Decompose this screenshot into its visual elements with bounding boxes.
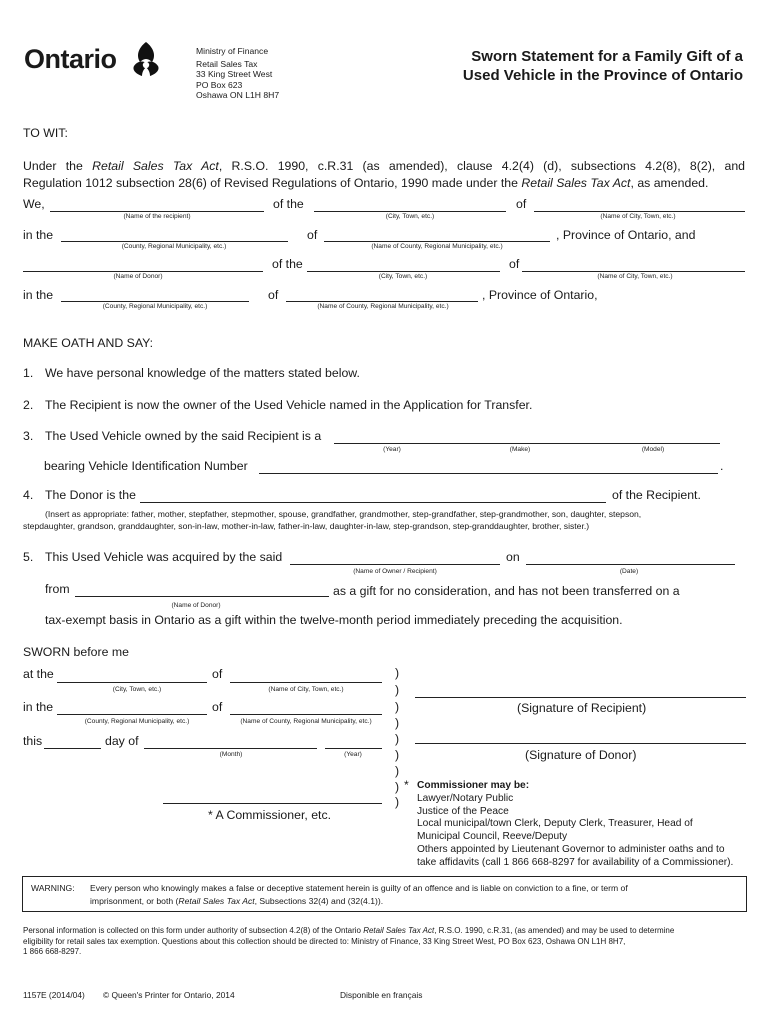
commissioner-item: Local municipal/town Clerk, Deputy Clerk, Treasurer, Head of [417,818,693,830]
address-line: 33 King Street West [196,69,273,79]
commissioner-signature-field[interactable] [163,803,382,804]
of-label: of [212,700,223,714]
item-number: 1. [23,366,34,380]
in-the-label: in the [23,228,54,242]
oath-heading: MAKE OATH AND SAY: [23,336,154,350]
donor-city-name-field[interactable] [522,271,745,272]
copyright: © Queen's Printer for Ontario, 2014 [103,990,235,1000]
field-label: (Name of Donor) [113,273,163,280]
in-the-label: in the [23,288,54,302]
relationship-hint-2: stepdaughter, grandson, granddaughter, son-in-law, mother-in-law, father-in-law, daughter-in-law, step-grandson, step-granddaughter, brother, sister.) [23,521,590,531]
of-label: of [509,257,520,271]
field-label: (Month) [219,751,243,758]
field-label: (Name of City, Town, etc.) [600,213,676,220]
field-label: (Name of Donor) [171,602,221,609]
in-the-label: in the [23,700,54,714]
statement-2: The Recipient is now the owner of the Used Vehicle named in the Application for Transfer. [45,398,533,412]
intro-text: , R.S.O. 1990, c.R.31 (as amended), clause 4.2(4) (d), subsections 4.2(8), 8(2), and [218,159,745,173]
item-number: 2. [23,398,34,412]
province-and-label: , Province of Ontario, and [556,228,696,242]
act-name: Retail Sales Tax Act [521,176,631,190]
field-label: (City, Town, etc.) [385,213,435,220]
warning-label: WARNING: [31,883,75,893]
to-wit: TO WIT: [23,126,68,140]
field-label: (County, Regional Municipality, etc.) [102,303,208,310]
of-the-label: of the [273,197,304,211]
recipient-signature-field[interactable] [415,697,746,698]
commissioner-item: Others appointed by Lieutenant Governor to administer oaths and to [417,843,725,855]
field-label: (Name of County, Regional Municipality, etc.) [371,243,503,250]
field-label: (Name of City, Town, etc.) [268,686,344,693]
of-label: of [307,228,318,242]
title-line-2: Used Vehicle in the Province of Ontario [462,67,743,84]
commissioner-title: Commissioner may be: [417,780,530,791]
sworn-heading: SWORN before me [23,645,129,659]
tax-exempt-text: tax-exempt basis in Ontario as a gift within the twelve-month period immediately preceding the acquisition. [45,613,623,627]
of-label: of [516,197,527,211]
recipient-city-field[interactable] [314,211,506,212]
title-line-1: Sworn Statement for a Family Gift of a [471,48,743,65]
commissioner-item: Justice of the Peace [417,805,509,817]
sworn-county-name-field[interactable] [230,714,382,715]
field-label: (City, Town, etc.) [378,273,428,280]
recipient-county-name-field[interactable] [324,241,550,242]
field-label: (Model) [641,446,665,453]
field-label: (City, Town, etc.) [112,686,162,693]
item-number: 4. [23,488,34,502]
donor-signature-label: (Signature of Donor) [525,748,637,762]
field-label: (Year) [344,751,362,758]
at-the-label: at the [23,667,54,681]
item-number: 5. [23,550,34,564]
field-label: (Name of County, Regional Municipality, etc.) [240,718,372,725]
intro-text: Regulation 1012 subsection 28(6) of Revised Regulations of Ontario, 1990 made under the [23,176,522,190]
address-line: Ministry of Finance [196,46,269,56]
recipient-name-field[interactable] [50,211,264,212]
sworn-city-name-field[interactable] [230,682,382,683]
warning-text-2: imprisonment, or both (Retail Sales Tax Act, Subsections 32(4) and (32(4.1)). [90,896,384,906]
commissioner-list [417,780,733,870]
month-field[interactable] [144,748,317,749]
we-label: We, [23,197,45,211]
donor-signature-field[interactable] [415,743,746,744]
warning-text: Every person who knowingly makes a false or deceptive statement herein is guilty of an offence and is liable on conviction to a fine, or term of [90,883,628,893]
warning-box [22,876,747,912]
acquisition-date-field[interactable] [526,564,735,565]
recipient-signature-label: (Signature of Recipient) [517,701,647,715]
form-number: 1157E (2014/04) [23,990,85,1000]
gift-text: as a gift for no consideration, and has not been transferred on a [333,584,680,598]
field-label: (Name of City, Town, etc.) [597,273,673,280]
address-line: PO Box 623 [196,79,243,90]
commissioner-item: Municipal Council, Reeve/Deputy [417,831,568,843]
relationship-field[interactable] [140,502,606,503]
relationship-hint-1: (Insert as appropriate: father, mother, stepfather, stepmother, spouse, grandfather, grandmother, step-grandfather, step-grandmother, son, daughter, stepson, [45,509,642,519]
donor-county-field[interactable] [61,301,249,302]
address-line: Oshawa ON L1H 8H7 [196,90,280,100]
ministry-address [196,46,279,101]
of-the-label: of the [272,257,303,271]
owner-name-field[interactable] [290,564,500,565]
item-number: 3. [23,429,34,443]
logo-wordmark: Ontario [24,44,117,74]
statement-3: The Used Vehicle owned by the said Recipient is a [45,429,322,443]
day-of-label: day of [105,734,139,748]
donor-county-name-field[interactable] [286,301,478,302]
day-field[interactable] [44,748,101,749]
field-label: (County, Regional Municipality, etc.) [84,718,190,725]
field-label: (Name of Owner / Recipient) [353,568,437,575]
field-label: (County, Regional Municipality, etc.) [121,243,227,250]
on-label: on [506,550,520,564]
sworn-city-field[interactable] [57,682,207,683]
intro-text: , as amended. [630,176,709,190]
of-label: of [212,667,223,681]
vin-label: bearing Vehicle Identification Number [44,459,248,473]
form-title [463,47,743,85]
field-label: (Name of the recipient) [123,213,191,220]
from-label: from [45,582,70,596]
year-field[interactable] [325,748,382,749]
intro-paragraph [23,158,745,192]
privacy-notice: Personal information is collected on this form under authority of subsection 4.2(8) of the Ontario Retail Sales Tax Act, R.S.O. 1990, c.R.31, (as amended) and may be used to determine eligibility for retail sales tax exemption. Questions about this collection should be directed to: Ministry of Finance, 33 King Street West, PO Box 623, Oshawa ON L1H 8H7, 1 866 668-8297. [23,926,675,956]
vin-field[interactable] [259,473,718,474]
this-label: this [23,734,43,748]
of-recipient-label: of the Recipient. [612,488,701,502]
field-label: (Date) [619,568,639,575]
commissioner-item: Lawyer/Notary Public [417,792,514,804]
trillium-icon [130,40,162,80]
donor-name-field-2[interactable] [75,596,329,597]
of-label: of [268,288,279,302]
act-name: Retail Sales Tax Act [92,159,219,173]
field-label: (Make) [509,446,531,453]
address-line: Retail Sales Tax [196,58,258,69]
intro-text: Under the [23,159,93,173]
donor-city-field[interactable] [307,271,500,272]
commissioner-item: take affidavits (call 1 866 668-8297 for availability of a Commissioner). [417,856,734,868]
field-label: (Name of County, Regional Municipality, etc.) [317,303,449,310]
asterisk: * [404,778,409,792]
act-name: Retail Sales Tax Act [178,896,255,906]
statement-4: The Donor is the [45,488,136,502]
sworn-county-field[interactable] [57,714,207,715]
donor-name-field[interactable] [23,271,263,272]
period: . [720,459,724,473]
act-name: Retail Sales Tax Act [363,926,435,935]
statement-1: We have personal knowledge of the matters stated below. [45,366,360,380]
commissioner-label: * A Commissioner, etc. [208,808,332,822]
recipient-county-field[interactable] [61,241,288,242]
statement-5: This Used Vehicle was acquired by the said [45,550,283,564]
field-label: (Year) [383,446,401,453]
province-label: , Province of Ontario, [482,288,598,302]
recipient-city-name-field[interactable] [534,211,745,212]
vehicle-year-make-model-field[interactable] [334,443,720,444]
french-availability: Disponible en français [340,990,423,1000]
